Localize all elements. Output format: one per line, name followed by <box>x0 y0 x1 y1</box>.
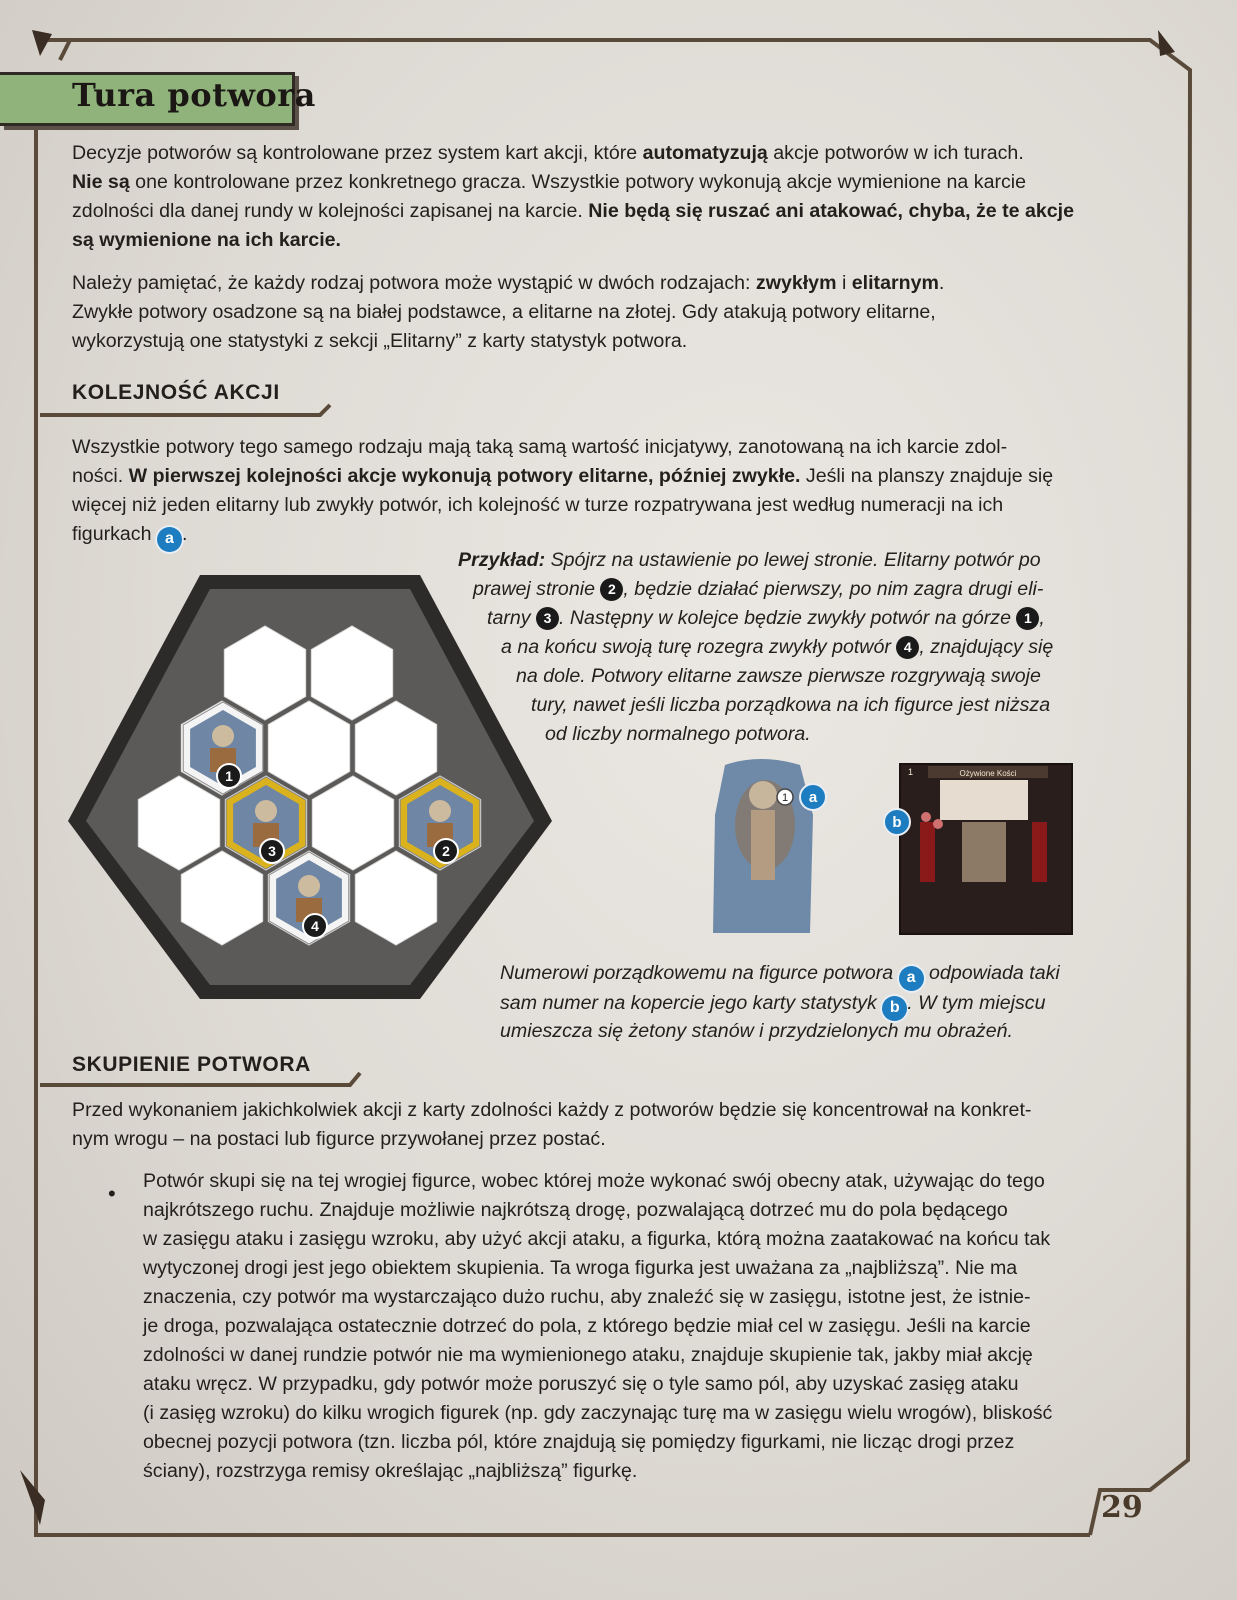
standee-ref-a: a <box>808 789 818 806</box>
monster-3-badge: 3 <box>536 607 559 630</box>
skeleton-skull-icon <box>255 800 277 822</box>
monster-number-label-3: 3 <box>268 843 276 859</box>
monster-number-label-4: 4 <box>311 918 319 934</box>
page-number: 29 <box>1101 1490 1143 1525</box>
reference-b-badge: b <box>882 996 907 1021</box>
card-ref-b: b <box>892 814 902 831</box>
skeleton-skull-icon <box>212 725 234 747</box>
intro-paragraph-2: Należy pamiętać, że każdy rodzaj potwora może wystąpić w dwóch rodzajach: zwykłym i elitarnym. Zwykłe potwory osadzone są na białej podstawce, a elitarne na złotej. Gdy atakują potwory elitarne, wykorzystują one statystyki z sekcji „Elitarny” z karty statystyk potwora. <box>72 272 945 352</box>
skeleton-skull-icon <box>298 875 320 897</box>
section-heading-action-order: KOLEJNOŚĆ AKCJI <box>72 381 280 404</box>
monster-number-label-1: 1 <box>225 768 233 784</box>
standee-number: 1 <box>781 792 789 804</box>
page-title: Tura potwora <box>72 76 316 114</box>
card-title: Ożywione Kości <box>959 769 1017 778</box>
intro-paragraph-1: Decyzje potworów są kontrolowane przez system kart akcji, które automatyzują akcje potworów w ich turach. Nie są one kontrolowane przez konkretnego gracza. Wszystkie potwory wykonują akcje wymienione na karcie zdolności dla danej rundy w kolejności zapisanej na karcie. Nie będą się ruszać ani atakować, chyba, że te akcje są wymienione na ich karcie. <box>72 142 1074 251</box>
skeleton-skull-icon <box>429 800 451 822</box>
action-order-paragraph: Wszystkie potwory tego samego rodzaju mają taką samą wartość inicjatywy, zanotowaną na ich karcie zdol- ności. W pierwszej kolejności akcje wykonują potwory elitarne, później zwykłe. Jeśli na planszy znajduje się więcej niż jeden elitarny lub zwykły potwór, ich kolejność w turze rozpatrywana jest według numeracji na ich figurkach a . <box>72 433 1162 552</box>
monster-2-badge: 2 <box>600 578 623 601</box>
monster-standee <box>705 755 835 940</box>
reference-a-badge: a <box>157 527 182 552</box>
monster-stat-card <box>880 762 1075 937</box>
monster-focus-bullet: Potwór skupi się na tej wrogiej figurce, wobec której może wykonać swój obecny atak, używając do tego najkrótszego ruchu. Znajduje możliwie najkrótszą drogę, pozwalającą dotrzeć mu do pola będącego w zasięgu ataku i zasięgu wzroku, aby użyć akcji ataku, a figurka, którą można zaatakować na końcu tak wytyczonej drogi jest jego obiektem skupienia. Ta wroga figurka jest uważana za „najbliższą”. Nie ma znaczenia, czy potwór ma wystarczająco dużo ruchu, aby znaleźć się w zasięgu, istotne jest, że istnie- je droga, pozwalająca ostatecznie dotrzeć do pola, z którego będzie miał cel w zasięgu. Jeśli na karcie zdolności w danej rundzie potwór nie ma wymienionego ataku, znajduje skupienie tak, jakby miał akcję ataku wręcz. W przypadku, gdy potwór może poruszyć się o tyle samo pól, aby uzyskać zasięg ataku (i zasięg wzroku) do kilku wrogich figurek (np. gdy zaczynając turę ma w zasięgu wielu wrogów), bliskość obecnej pozycji potwora (tzn. liczba pól, które znajdują się pomiędzy figurkami, nie licząc drogi przez ściany), rozstrzyga remisy określając „najbliższą” figurkę. <box>143 1170 1053 1482</box>
monster-number-label-2: 2 <box>442 843 450 859</box>
section-heading-monster-focus: SKUPIENIE POTWORA <box>72 1053 311 1076</box>
hex-board-illustration <box>60 563 560 1013</box>
monster-1-badge: 1 <box>1016 607 1039 630</box>
card-number: 1 <box>908 767 914 777</box>
reference-a-badge: a <box>899 966 924 991</box>
monster-focus-paragraph: Przed wykonaniem jakichkolwiek akcji z karty zdolności każdy z potworów będzie się koncentrował na konkret- nym wrogu – na postaci lub figurce przywołanej przez postać. <box>72 1099 1032 1150</box>
bullet-marker: • <box>108 1181 116 1206</box>
monster-4-badge: 4 <box>896 636 919 659</box>
